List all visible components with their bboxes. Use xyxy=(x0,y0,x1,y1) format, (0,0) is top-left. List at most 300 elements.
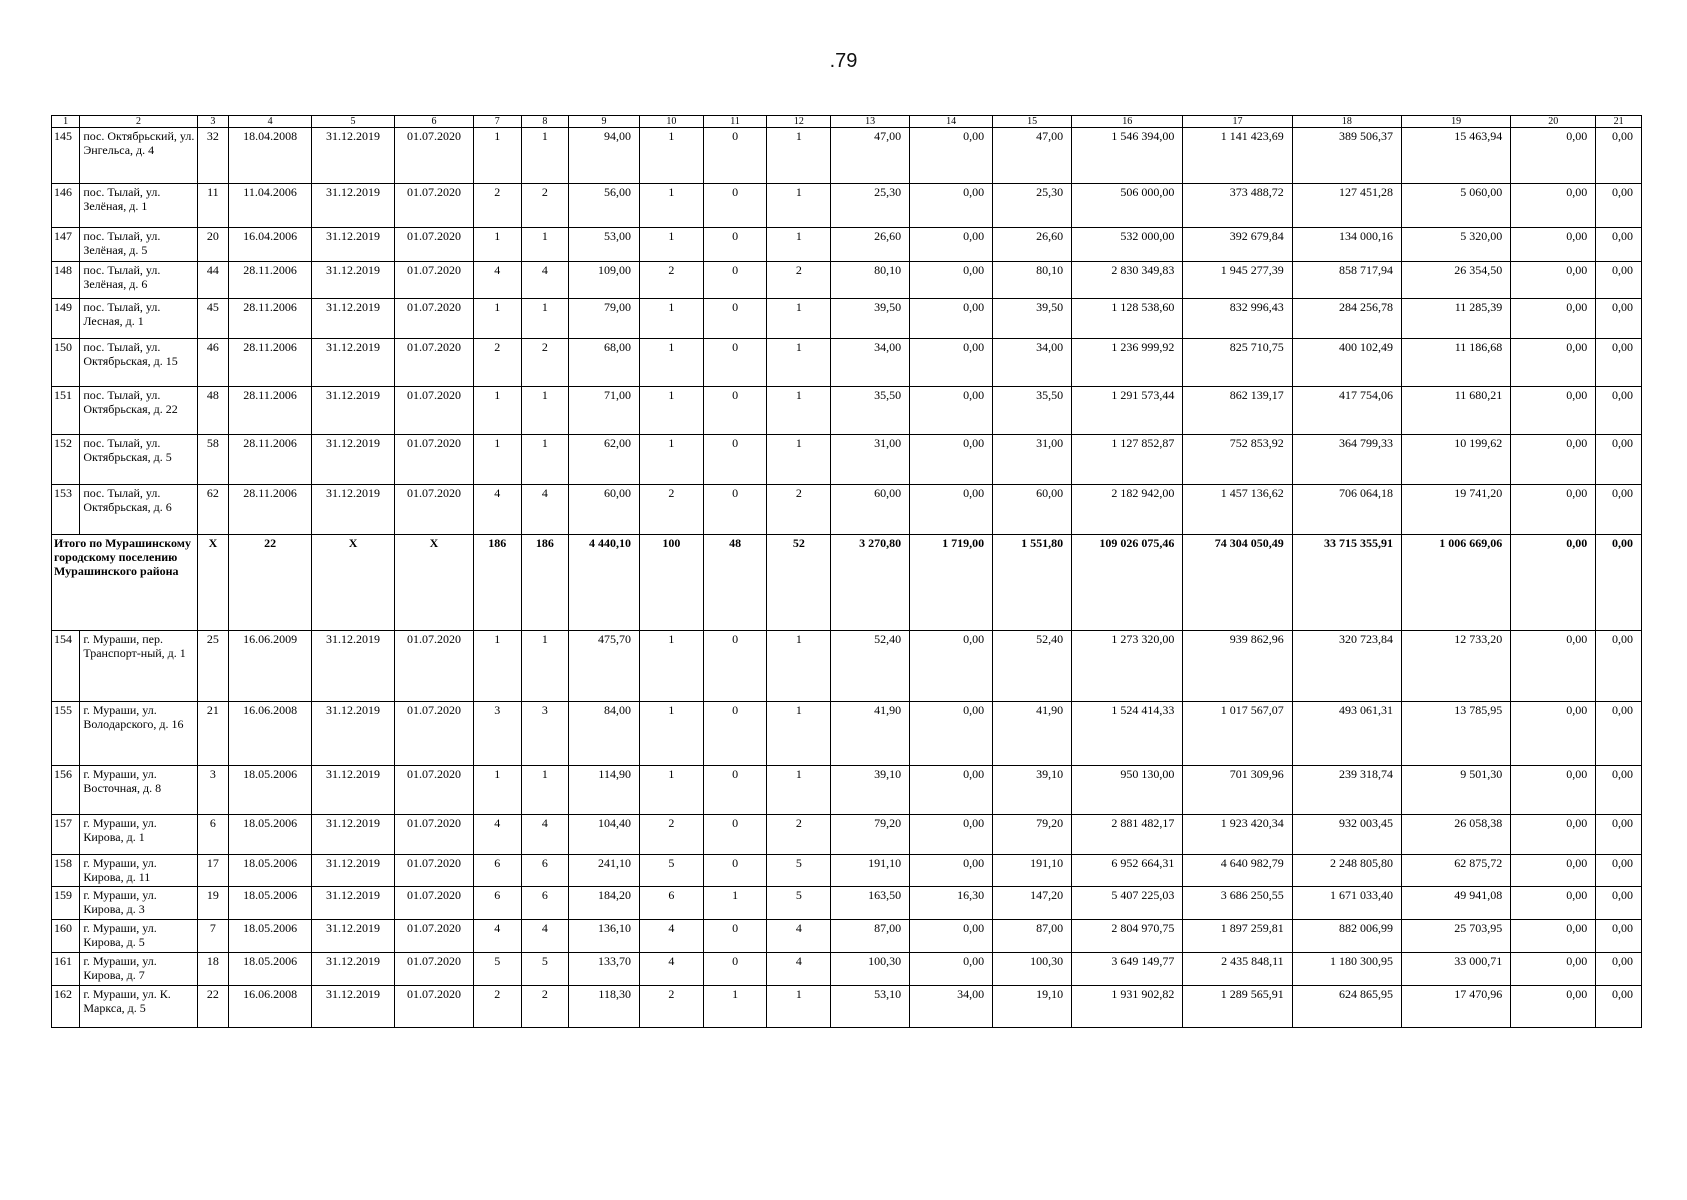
table-row xyxy=(52,702,1642,766)
table-cell: 136,10 xyxy=(569,920,640,953)
row-number: 146 xyxy=(52,184,80,228)
table-cell: 31.12.2019 xyxy=(312,953,395,986)
table-cell: 6 xyxy=(197,815,228,855)
table-cell: 31.12.2019 xyxy=(312,920,395,953)
table-cell: 0,00 xyxy=(1511,986,1596,1028)
table-cell: 17 xyxy=(197,855,228,887)
table-cell: 825 710,75 xyxy=(1183,339,1292,387)
table-cell: 0,00 xyxy=(910,815,993,855)
total-cell: 33 715 355,91 xyxy=(1292,535,1401,631)
row-number: 159 xyxy=(52,887,80,920)
table-cell: 1 xyxy=(767,228,831,262)
table-cell: 5 xyxy=(639,855,703,887)
table-cell: 364 799,33 xyxy=(1292,435,1401,485)
table-cell: 60,00 xyxy=(831,485,910,535)
table-cell: 0,00 xyxy=(910,953,993,986)
table-cell: 16.06.2008 xyxy=(229,702,312,766)
row-number: 156 xyxy=(52,766,80,815)
table-cell: 0,00 xyxy=(1511,228,1596,262)
table-cell: 11 186,68 xyxy=(1401,339,1510,387)
page-number: .79 xyxy=(829,50,858,72)
table-cell: 31.12.2019 xyxy=(312,815,395,855)
table-cell: 2 804 970,75 xyxy=(1072,920,1183,953)
table-cell: 0,00 xyxy=(1511,387,1596,435)
table-cell: 1 289 565,91 xyxy=(1183,986,1292,1028)
table-cell: 31,00 xyxy=(993,435,1072,485)
table-cell: 79,20 xyxy=(993,815,1072,855)
table-cell: 52,40 xyxy=(831,631,910,702)
table-cell: 624 865,95 xyxy=(1292,986,1401,1028)
table-cell: 25 xyxy=(197,631,228,702)
row-number: 148 xyxy=(52,262,80,299)
table-cell: 320 723,84 xyxy=(1292,631,1401,702)
table-cell: 0,00 xyxy=(1511,435,1596,485)
table-cell: 11 xyxy=(197,184,228,228)
table-cell: 01.07.2020 xyxy=(395,262,474,299)
row-number: 162 xyxy=(52,986,80,1028)
table-cell: 1 xyxy=(767,435,831,485)
table-cell: 5 xyxy=(521,953,569,986)
table-cell: 0,00 xyxy=(1511,128,1596,184)
table-body xyxy=(52,116,1642,1028)
table-cell: 10 199,62 xyxy=(1401,435,1510,485)
table-cell: 1 xyxy=(473,631,521,702)
table-cell: 1 xyxy=(639,228,703,262)
table-cell: 0,00 xyxy=(910,387,993,435)
table-cell: 2 xyxy=(767,262,831,299)
row-number: 155 xyxy=(52,702,80,766)
table-cell: 5 320,00 xyxy=(1401,228,1510,262)
table-cell: 3 xyxy=(197,766,228,815)
table-cell: 2 xyxy=(639,986,703,1028)
table-cell: 0,00 xyxy=(1511,184,1596,228)
column-number: 15 xyxy=(993,116,1072,128)
table-cell: 01.07.2020 xyxy=(395,855,474,887)
address-cell: г. Мураши, ул. Кирова, д. 7 xyxy=(80,953,197,986)
table-cell: 87,00 xyxy=(993,920,1072,953)
table-cell: 239 318,74 xyxy=(1292,766,1401,815)
table-cell: 01.07.2020 xyxy=(395,184,474,228)
table-cell: 6 xyxy=(521,855,569,887)
table-cell: 1 923 420,34 xyxy=(1183,815,1292,855)
table-cell: 2 xyxy=(473,184,521,228)
table-cell: 2 xyxy=(639,485,703,535)
column-number: 14 xyxy=(910,116,993,128)
table-cell: 01.07.2020 xyxy=(395,920,474,953)
table-cell: 1 xyxy=(767,766,831,815)
table-cell: 5 xyxy=(767,887,831,920)
table-cell: 1 xyxy=(639,387,703,435)
table-cell: 62 875,72 xyxy=(1401,855,1510,887)
table-cell: 62 xyxy=(197,485,228,535)
table-cell: 0,00 xyxy=(1596,855,1642,887)
table-cell: 373 488,72 xyxy=(1183,184,1292,228)
table-cell: 2 xyxy=(521,184,569,228)
table-cell: 31.12.2019 xyxy=(312,766,395,815)
table-cell: 0 xyxy=(703,702,767,766)
table-cell: 0,00 xyxy=(1596,339,1642,387)
table-cell: 01.07.2020 xyxy=(395,766,474,815)
table-cell: 1 xyxy=(521,631,569,702)
address-cell: пос. Тылай, ул. Октябрьская, д. 5 xyxy=(80,435,197,485)
column-number: 20 xyxy=(1511,116,1596,128)
table-cell: 0,00 xyxy=(910,339,993,387)
table-cell: 2 xyxy=(473,339,521,387)
total-cell: 22 xyxy=(229,535,312,631)
table-cell: 4 xyxy=(473,262,521,299)
table-cell: 01.07.2020 xyxy=(395,435,474,485)
table-row xyxy=(52,262,1642,299)
column-number: 8 xyxy=(521,116,569,128)
table-cell: 31.12.2019 xyxy=(312,986,395,1028)
table-cell: 25,30 xyxy=(993,184,1072,228)
table-cell: 1 xyxy=(521,228,569,262)
table-cell: 114,90 xyxy=(569,766,640,815)
total-cell: 1 551,80 xyxy=(993,535,1072,631)
table-cell: 950 130,00 xyxy=(1072,766,1183,815)
table-cell: 71,00 xyxy=(569,387,640,435)
table-cell: 26 354,50 xyxy=(1401,262,1510,299)
table-cell: 1 xyxy=(473,128,521,184)
table-cell: 0 xyxy=(703,815,767,855)
table-cell: 01.07.2020 xyxy=(395,953,474,986)
table-cell: 01.07.2020 xyxy=(395,887,474,920)
table-cell: 13 785,95 xyxy=(1401,702,1510,766)
table-cell: 1 xyxy=(473,228,521,262)
table-cell: 53,00 xyxy=(569,228,640,262)
row-number: 157 xyxy=(52,815,80,855)
table-cell: 5 xyxy=(473,953,521,986)
table-cell: 22 xyxy=(197,986,228,1028)
table-cell: 1 xyxy=(521,387,569,435)
table-cell: 1 546 394,00 xyxy=(1072,128,1183,184)
address-cell: г. Мураши, ул. Кирова, д. 11 xyxy=(80,855,197,887)
column-number: 13 xyxy=(831,116,910,128)
table-cell: 1 457 136,62 xyxy=(1183,485,1292,535)
table-cell: 4 xyxy=(767,920,831,953)
table-cell: 133,70 xyxy=(569,953,640,986)
table-cell: 939 862,96 xyxy=(1183,631,1292,702)
table-row xyxy=(52,228,1642,262)
table-cell: 0,00 xyxy=(1511,631,1596,702)
table-cell: 0,00 xyxy=(1596,299,1642,339)
row-number: 154 xyxy=(52,631,80,702)
table-cell: 31.12.2019 xyxy=(312,262,395,299)
table-cell: 532 000,00 xyxy=(1072,228,1183,262)
table-cell: 2 xyxy=(767,485,831,535)
table-cell: 1 273 320,00 xyxy=(1072,631,1183,702)
total-cell: 109 026 075,46 xyxy=(1072,535,1183,631)
table-cell: 0,00 xyxy=(910,855,993,887)
table-cell: 80,10 xyxy=(831,262,910,299)
table-cell: 31.12.2019 xyxy=(312,485,395,535)
total-cell: 186 xyxy=(473,535,521,631)
table-cell: 28.11.2006 xyxy=(229,262,312,299)
table-cell: 9 501,30 xyxy=(1401,766,1510,815)
column-number: 18 xyxy=(1292,116,1401,128)
table-cell: 31.12.2019 xyxy=(312,128,395,184)
table-cell: 6 952 664,31 xyxy=(1072,855,1183,887)
table-cell: 0,00 xyxy=(1596,387,1642,435)
table-cell: 1 127 852,87 xyxy=(1072,435,1183,485)
table-cell: 0,00 xyxy=(910,702,993,766)
table-cell: 31.12.2019 xyxy=(312,631,395,702)
table-cell: 01.07.2020 xyxy=(395,631,474,702)
table-cell: 32 xyxy=(197,128,228,184)
table-cell: 862 139,17 xyxy=(1183,387,1292,435)
total-cell: 1 006 669,06 xyxy=(1401,535,1510,631)
total-row xyxy=(52,535,1642,631)
row-number: 161 xyxy=(52,953,80,986)
table-cell: 0,00 xyxy=(1596,766,1642,815)
row-number: 153 xyxy=(52,485,80,535)
table-cell: 4 640 982,79 xyxy=(1183,855,1292,887)
table-cell: 45 xyxy=(197,299,228,339)
table-cell: 01.07.2020 xyxy=(395,702,474,766)
column-number: 12 xyxy=(767,116,831,128)
table-cell: 19 741,20 xyxy=(1401,485,1510,535)
table-cell: 0 xyxy=(703,184,767,228)
total-cell: 186 xyxy=(521,535,569,631)
table-cell: 0 xyxy=(703,485,767,535)
table-cell: 1 xyxy=(767,986,831,1028)
row-number: 145 xyxy=(52,128,80,184)
table-row xyxy=(52,920,1642,953)
table-cell: 0,00 xyxy=(1511,953,1596,986)
column-number: 11 xyxy=(703,116,767,128)
table-cell: 1 xyxy=(473,299,521,339)
table-cell: 0 xyxy=(703,920,767,953)
table-row xyxy=(52,855,1642,887)
table-cell: 1 xyxy=(767,128,831,184)
table-cell: 0,00 xyxy=(1596,920,1642,953)
table-cell: 0,00 xyxy=(910,920,993,953)
table-cell: 0,00 xyxy=(1511,887,1596,920)
table-cell: 16.06.2008 xyxy=(229,986,312,1028)
table-cell: 19 xyxy=(197,887,228,920)
address-cell: г. Мураши, ул. Кирова, д. 1 xyxy=(80,815,197,855)
table-cell: 1 xyxy=(521,766,569,815)
table-cell: 28.11.2006 xyxy=(229,485,312,535)
table-cell: 1 236 999,92 xyxy=(1072,339,1183,387)
table-cell: 1 xyxy=(639,339,703,387)
table-cell: 26 058,38 xyxy=(1401,815,1510,855)
table-row xyxy=(52,631,1642,702)
table-cell: 0,00 xyxy=(910,228,993,262)
table-cell: 1 xyxy=(473,387,521,435)
table-cell: 4 xyxy=(521,920,569,953)
table-cell: 0,00 xyxy=(1596,184,1642,228)
total-cell: 0,00 xyxy=(1511,535,1596,631)
total-cell: 0,00 xyxy=(1596,535,1642,631)
total-cell: 48 xyxy=(703,535,767,631)
table-cell: 31.12.2019 xyxy=(312,435,395,485)
table-cell: 39,10 xyxy=(993,766,1072,815)
table-cell: 184,20 xyxy=(569,887,640,920)
table-cell: 19,10 xyxy=(993,986,1072,1028)
table-cell: 18 xyxy=(197,953,228,986)
table-row xyxy=(52,184,1642,228)
table-cell: 127 451,28 xyxy=(1292,184,1401,228)
table-cell: 1 671 033,40 xyxy=(1292,887,1401,920)
table-cell: 16.06.2009 xyxy=(229,631,312,702)
table-cell: 39,10 xyxy=(831,766,910,815)
table-cell: 0,00 xyxy=(910,128,993,184)
table-cell: 34,00 xyxy=(831,339,910,387)
table-cell: 48 xyxy=(197,387,228,435)
table-cell: 0,00 xyxy=(910,631,993,702)
table-cell: 147,20 xyxy=(993,887,1072,920)
table-cell: 4 xyxy=(639,920,703,953)
table-cell: 31,00 xyxy=(831,435,910,485)
table-cell: 0,00 xyxy=(1596,887,1642,920)
table-cell: 858 717,94 xyxy=(1292,262,1401,299)
table-cell: 1 xyxy=(639,435,703,485)
table-cell: 56,00 xyxy=(569,184,640,228)
table-cell: 31.12.2019 xyxy=(312,184,395,228)
table-cell: 475,70 xyxy=(569,631,640,702)
table-cell: 0,00 xyxy=(910,299,993,339)
table-cell: 16,30 xyxy=(910,887,993,920)
table-cell: 0,00 xyxy=(1596,128,1642,184)
table-cell: 4 xyxy=(521,815,569,855)
table-row xyxy=(52,953,1642,986)
table-cell: 1 291 573,44 xyxy=(1072,387,1183,435)
table-cell: 2 xyxy=(639,815,703,855)
table-cell: 1 xyxy=(703,887,767,920)
table-cell: 6 xyxy=(521,887,569,920)
table-cell: 18.05.2006 xyxy=(229,815,312,855)
table-cell: 1 945 277,39 xyxy=(1183,262,1292,299)
table-cell: 0,00 xyxy=(910,262,993,299)
address-cell: пос. Тылай, ул. Зелёная, д. 6 xyxy=(80,262,197,299)
table-cell: 16.04.2006 xyxy=(229,228,312,262)
table-cell: 4 xyxy=(767,953,831,986)
table-cell: 60,00 xyxy=(569,485,640,535)
table-cell: 11 680,21 xyxy=(1401,387,1510,435)
table-cell: 1 931 902,82 xyxy=(1072,986,1183,1028)
table-cell: 39,50 xyxy=(993,299,1072,339)
row-number: 149 xyxy=(52,299,80,339)
table-cell: 2 182 942,00 xyxy=(1072,485,1183,535)
address-cell: г. Мураши, ул. Кирова, д. 3 xyxy=(80,887,197,920)
table-cell: 2 xyxy=(767,815,831,855)
total-cell: 3 270,80 xyxy=(831,535,910,631)
column-number: 1 xyxy=(52,116,80,128)
table-cell: 62,00 xyxy=(569,435,640,485)
table-cell: 0,00 xyxy=(910,435,993,485)
table-cell: 392 679,84 xyxy=(1183,228,1292,262)
table-cell: 0 xyxy=(703,228,767,262)
table-cell: 118,30 xyxy=(569,986,640,1028)
table-cell: 58 xyxy=(197,435,228,485)
table-cell: 68,00 xyxy=(569,339,640,387)
table-row xyxy=(52,299,1642,339)
table-cell: 31.12.2019 xyxy=(312,387,395,435)
row-number: 158 xyxy=(52,855,80,887)
table-cell: 18.05.2006 xyxy=(229,953,312,986)
table-cell: 706 064,18 xyxy=(1292,485,1401,535)
table-row xyxy=(52,387,1642,435)
table-cell: 87,00 xyxy=(831,920,910,953)
row-number: 147 xyxy=(52,228,80,262)
table-cell: 0,00 xyxy=(1511,815,1596,855)
housing-register-table xyxy=(51,115,1642,1028)
table-cell: 0,00 xyxy=(1596,702,1642,766)
total-cell: 4 440,10 xyxy=(569,535,640,631)
column-number: 10 xyxy=(639,116,703,128)
table-cell: 17 470,96 xyxy=(1401,986,1510,1028)
table-cell: 701 309,96 xyxy=(1183,766,1292,815)
table-cell: 1 xyxy=(703,986,767,1028)
table-cell: 0,00 xyxy=(1511,485,1596,535)
table-cell: 5 407 225,03 xyxy=(1072,887,1183,920)
table-cell: 41,90 xyxy=(831,702,910,766)
table-cell: 1 141 423,69 xyxy=(1183,128,1292,184)
table-cell: 31.12.2019 xyxy=(312,887,395,920)
table-cell: 1 524 414,33 xyxy=(1072,702,1183,766)
table-cell: 01.07.2020 xyxy=(395,339,474,387)
column-number: 7 xyxy=(473,116,521,128)
table-cell: 1 xyxy=(767,631,831,702)
total-label: Итого по Мурашинскому городскому поселению Мурашинского района xyxy=(52,535,198,631)
table-cell: 6 xyxy=(639,887,703,920)
table-cell: 3 xyxy=(473,702,521,766)
column-number-row xyxy=(52,116,1642,128)
address-cell: пос. Октябрьский, ул. Энгельса, д. 4 xyxy=(80,128,197,184)
table-cell: 752 853,92 xyxy=(1183,435,1292,485)
table-cell: 0,00 xyxy=(1511,920,1596,953)
table-cell: 0,00 xyxy=(1511,339,1596,387)
address-cell: пос. Тылай, ул. Зелёная, д. 1 xyxy=(80,184,197,228)
table-cell: 31.12.2019 xyxy=(312,339,395,387)
address-cell: г. Мураши, пер. Транспорт-ный, д. 1 xyxy=(80,631,197,702)
table-cell: 0,00 xyxy=(1596,953,1642,986)
table-cell: 1 897 259,81 xyxy=(1183,920,1292,953)
table-cell: 0,00 xyxy=(910,184,993,228)
table-cell: 0 xyxy=(703,766,767,815)
table-cell: 0 xyxy=(703,299,767,339)
table-cell: 284 256,78 xyxy=(1292,299,1401,339)
row-number: 160 xyxy=(52,920,80,953)
table-cell: 1 xyxy=(767,299,831,339)
table-cell: 31.12.2019 xyxy=(312,299,395,339)
table-cell: 1 xyxy=(521,128,569,184)
table-row xyxy=(52,485,1642,535)
table-cell: 4 xyxy=(521,262,569,299)
address-cell: пос. Тылай, ул. Зелёная, д. 5 xyxy=(80,228,197,262)
table-cell: 80,10 xyxy=(993,262,1072,299)
table-cell: 0 xyxy=(703,128,767,184)
table-cell: 1 xyxy=(639,631,703,702)
table-cell: 44 xyxy=(197,262,228,299)
table-cell: 1 xyxy=(473,435,521,485)
table-cell: 18.05.2006 xyxy=(229,766,312,815)
table-cell: 0,00 xyxy=(1511,702,1596,766)
table-cell: 1 xyxy=(639,128,703,184)
table-cell: 2 xyxy=(473,986,521,1028)
row-number: 150 xyxy=(52,339,80,387)
table-cell: 134 000,16 xyxy=(1292,228,1401,262)
table-cell: 11.04.2006 xyxy=(229,184,312,228)
row-number: 151 xyxy=(52,387,80,435)
table-cell: 84,00 xyxy=(569,702,640,766)
table-cell: 01.07.2020 xyxy=(395,387,474,435)
table-cell: 0 xyxy=(703,262,767,299)
table-cell: 104,40 xyxy=(569,815,640,855)
table-cell: 49 941,08 xyxy=(1401,887,1510,920)
address-cell: пос. Тылай, ул. Октябрьская, д. 15 xyxy=(80,339,197,387)
